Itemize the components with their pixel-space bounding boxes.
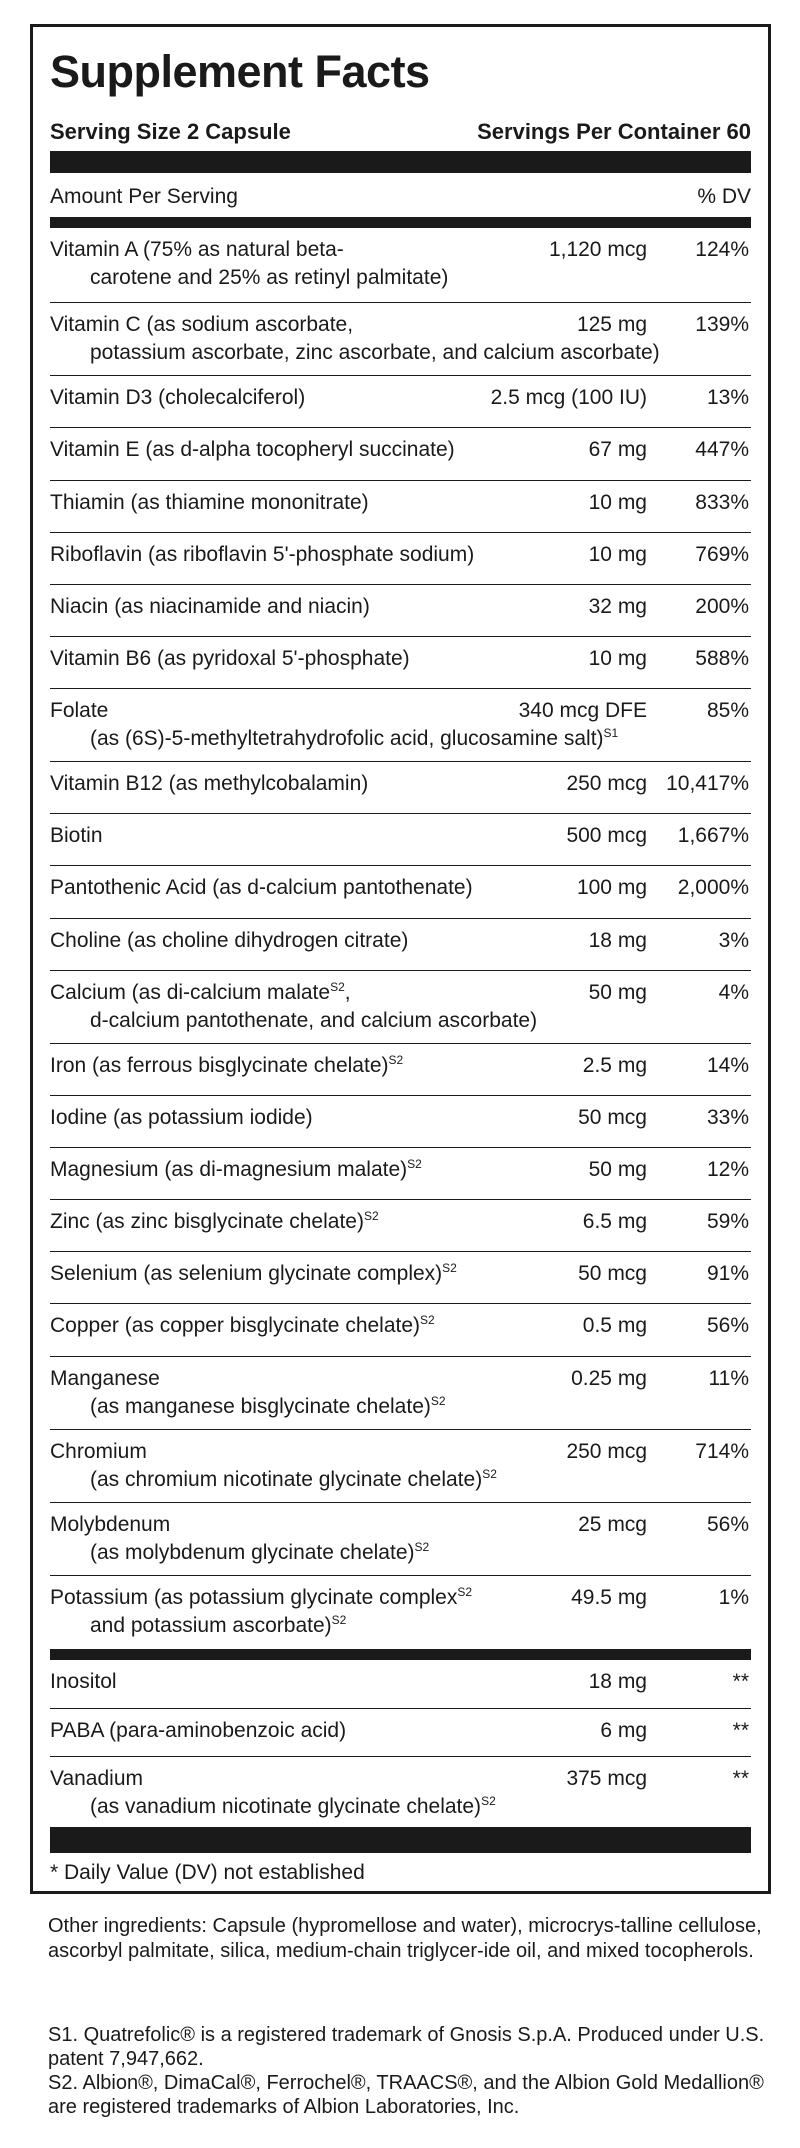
nutrient-name-line1: Vitamin B12 (as methylcobalamin) [50,772,369,796]
nutrient-list [50,228,751,1649]
nutrient-name-line2 [50,1539,429,1567]
nutrient-amount: 250 mcg [566,772,647,796]
nutrient-row [50,1200,751,1252]
footnote-marker: S2 [482,1466,497,1481]
nutrient-dv: 56% [706,1314,749,1338]
nutrient-name-line1: Iodine (as potassium iodide) [50,1105,313,1129]
nutrient-dv: 11% [708,1366,749,1390]
nutrient-row [50,228,751,303]
dv-label: % DV [697,185,751,208]
nutrient-name [50,311,660,367]
nutrient-amount: 10 mg [588,542,647,566]
nutrient-dv: 1,667% [677,824,749,848]
other-ingredients: Other ingredients: Capsule (hypromellose and water), microcrys-talline cellulose, ascorbyl palmitate, silica, medium-chain triglycer-ide oil, and mixed tocopherols. [48,1915,762,1962]
footnote-marker: S1 [603,726,619,740]
nutrient-dv: 588% [695,646,749,670]
nutrient-amount: 10 mg [588,646,647,670]
nutrient-name [50,1511,429,1567]
nutrient-dv: 56% [706,1512,749,1536]
nutrient-name [50,979,537,1035]
thick-divider [50,151,751,173]
nutrient-row [50,919,751,971]
nutrient-row [50,1430,751,1503]
nutrient-amount: 18 mg [588,928,647,952]
nutrient-name-line1: Biotin [50,824,103,848]
nutrient-name [50,1584,472,1640]
nutrient-name [50,1052,403,1080]
nutrient-name-line1: Potassium (as potassium glycinate complex [50,1585,458,1609]
nutrient-name [50,1208,379,1236]
nutrient-name [50,541,474,569]
nutrient-amount: 340 mcg DFE [518,699,647,722]
nutrient-source-text: (as vanadium nicotinate glycinate chelate) [90,1795,482,1819]
nutrient-name-line2 [50,1007,537,1035]
nutrient-dv: 200% [695,594,749,618]
nutrient-dv: 4% [718,980,749,1004]
supplement-facts-panel [30,24,771,1894]
nutrient-row [50,1357,751,1430]
nutrient-amount: 49.5 mg [571,1585,647,1609]
nutrient-amount: 50 mg [588,1158,647,1181]
nutrient-name-line1: Magnesium (as di-magnesium malate) [50,1158,408,1181]
nutrient-amount: 32 mg [588,594,647,618]
nutrient-amount: 375 mcg [566,1767,647,1791]
nutrient-name [50,436,455,464]
nutrient-name-line1: Molybdenum [50,1512,171,1536]
nutrient-name-line1: Vitamin D3 (cholecalciferol) [50,386,306,410]
nutrient-amount: 1,120 mcg [548,238,647,261]
panel-inner [50,27,751,1891]
nutrient-dv: 10,417% [666,772,749,796]
trademark-s1: S1. Quatrefolic® is a registered trademark of Gnosis S.p.A. Produced under U.S. patent 7,947,662. [48,2024,765,2070]
nutrient-dv: 1% [718,1585,749,1609]
nutrient-amount: 2.5 mg [582,1053,647,1077]
other-nutrient-list [50,1660,751,1827]
column-header [50,185,751,209]
trademark-s2: S2. Albion®, DimaCal®, Ferrochel®, TRAACS®, and the Albion Gold Medallion® are registered trademarks of Albion Laboratories, Inc. [48,2072,764,2118]
nutrient-name [50,1668,117,1696]
nutrient-row [50,376,751,428]
trademark-notes [48,2023,768,2119]
header-divider [50,217,751,228]
nutrient-name [50,927,408,955]
nutrient-dv: 12% [706,1158,749,1181]
nutrient-name-line2 [50,1612,472,1640]
dv-footnote: * Daily Value (DV) not established [50,1861,365,1884]
footnote-marker: S2 [442,1261,457,1276]
nutrient-dv: 124% [695,238,749,261]
nutrient-source-text: and potassium ascorbate) [90,1613,332,1637]
nutrient-name-line1: Chromium [50,1439,147,1463]
nutrient-name-line1: Folate [50,699,109,722]
servings-per-container: Servings Per Container 60 [477,119,751,144]
nutrient-name-line1: Vitamin B6 (as pyridoxal 5'-phosphate) [50,646,410,670]
nutrient-name [50,236,448,292]
nutrient-source-text: (as molybdenum glycinate chelate) [90,1540,415,1564]
nutrient-amount: 6.5 mg [582,1210,647,1234]
nutrient-amount: 0.5 mg [582,1314,647,1338]
footnote-marker: S2 [481,1794,496,1809]
nutrient-source-text: potassium ascorbate, zinc ascorbate, and calcium ascorbate) [90,341,660,365]
nutrient-name [50,593,370,621]
nutrient-dv: ** [732,1718,749,1742]
nutrient-source-text: carotene and 25% as retinyl palmitate) [90,266,449,289]
nutrient-name [50,384,305,412]
nutrient-row [50,1096,751,1148]
footnote-marker: S2 [414,1539,430,1554]
nutrient-amount: 25 mcg [578,1512,647,1536]
nutrient-row [50,866,751,918]
nutrient-source-text: d-calcium pantothenate, and calcium ascorbate) [90,1008,538,1032]
nutrient-row [50,533,751,585]
nutrient-name [50,1765,496,1821]
nutrient-name [50,1260,457,1288]
amount-per-serving-label: Amount Per Serving [50,185,238,208]
nutrient-amount: 10 mg [588,490,647,514]
nutrient-name-line1: PABA (para-aminobenzoic acid) [50,1718,347,1742]
nutrient-name-line1: Calcium (as di-calcium malate [50,980,331,1004]
nutrient-name [50,822,103,850]
nutrient-name-line1: Pantothenic Acid (as d-calcium pantothenate) [50,876,473,900]
footnote-marker: S2 [457,1584,473,1599]
nutrient-amount: 500 mcg [566,824,647,848]
nutrient-name-line2 [50,1793,496,1821]
nutrient-row [50,1660,751,1709]
nutrient-name [50,1312,435,1340]
nutrient-dv: 2,000% [677,876,749,900]
section-divider [50,1649,751,1660]
nutrient-dv: 3% [718,928,749,952]
nutrient-amount: 6 mg [600,1718,647,1742]
nutrient-name-line1: Vitamin E (as d-alpha tocopheryl succinate) [50,438,455,462]
nutrient-dv: 33% [706,1105,749,1129]
nutrient-name [50,1717,346,1745]
nutrient-row [50,481,751,533]
nutrient-row [50,303,751,376]
nutrient-row [50,1148,751,1200]
nutrient-dv: 769% [695,542,749,566]
nutrient-row [50,1304,751,1356]
nutrient-name-line1: Vitamin C (as sodium ascorbate, [50,313,354,337]
nutrient-name [50,1156,422,1184]
nutrient-dv: 59% [706,1210,749,1234]
footnote-marker: S2 [407,1157,422,1171]
nutrient-name-line2 [50,1393,446,1421]
nutrient-name [50,1104,313,1132]
nutrient-amount: 125 mg [576,313,647,337]
nutrient-amount: 67 mg [588,438,647,462]
nutrient-name-line1: Riboflavin (as riboflavin 5'-phosphate sodium) [50,542,475,566]
nutrient-name-line1: Thiamin (as thiamine mononitrate) [50,490,369,514]
nutrient-name-line1: Vitamin A (75% as natural beta- [50,238,344,261]
bottom-divider [50,1827,751,1853]
nutrient-amount: 18 mg [588,1670,647,1693]
footnote-marker: S2 [363,1209,379,1224]
nutrient-name [50,645,410,673]
footnote-marker: S2 [388,1052,404,1067]
nutrient-amount: 0.25 mg [571,1366,647,1390]
nutrient-dv: 13% [706,386,749,410]
nutrient-dv: 85% [706,699,749,722]
nutrient-name [50,770,368,798]
nutrient-name [50,489,369,517]
nutrient-name-line1: Selenium (as selenium glycinate complex) [50,1262,443,1286]
nutrient-name-line1: Copper (as copper bisglycinate chelate) [50,1314,421,1338]
nutrient-row [50,428,751,480]
nutrient-dv: 447% [695,438,749,462]
nutrient-row [50,1044,751,1096]
nutrient-row [50,1576,751,1649]
nutrient-row [50,1503,751,1576]
nutrient-name [50,1438,497,1494]
nutrient-source-text: (as (6S)-5-methyltetrahydrofolic acid, glucosamine salt) [90,727,604,750]
footnote-marker: S2 [330,979,345,994]
nutrient-amount: 50 mcg [578,1262,647,1286]
nutrient-amount: 50 mg [588,980,647,1004]
panel-title: Supplement Facts [50,46,430,97]
nutrient-row [50,762,751,814]
nutrient-source-text: (as chromium nicotinate glycinate chelate) [90,1467,483,1491]
serving-info [50,119,751,145]
nutrient-name-line1: Zinc (as zinc bisglycinate chelate) [50,1210,364,1234]
nutrient-name [50,1365,446,1421]
nutrient-row [50,585,751,637]
nutrient-dv: 14% [706,1053,749,1077]
nutrient-amount: 2.5 mcg (100 IU) [490,386,647,410]
nutrient-row [50,637,751,689]
nutrient-name-tail: , [344,980,351,1004]
nutrient-dv: 91% [706,1262,749,1286]
footnote-marker: S2 [420,1313,435,1328]
nutrient-name-line1: Niacin (as niacinamide and niacin) [50,594,370,618]
nutrient-dv: 139% [695,313,749,337]
nutrient-name-line2 [50,339,660,367]
nutrient-name-line2 [50,1466,497,1494]
nutrient-name [50,874,473,902]
nutrient-dv: 833% [695,490,749,514]
nutrient-row [50,689,751,762]
nutrient-row [50,971,751,1044]
nutrient-row [50,1252,751,1304]
nutrient-name-line1: Choline (as choline dihydrogen citrate) [50,928,409,952]
nutrient-dv: ** [732,1670,749,1693]
nutrient-row [50,1757,751,1827]
nutrient-amount: 100 mg [576,876,647,900]
nutrient-name-line2 [50,264,448,292]
nutrient-source-text: (as manganese bisglycinate chelate) [90,1394,431,1418]
serving-size: Serving Size 2 Capsule [50,119,291,144]
nutrient-name-line1: Inositol [50,1670,117,1693]
footnote-marker: S2 [430,1393,446,1408]
nutrient-name-line1: Iron (as ferrous bisglycinate chelate) [50,1053,389,1077]
nutrient-name-line1: Vanadium [50,1767,144,1791]
footnote-marker: S2 [331,1612,347,1627]
nutrient-name-line2 [50,725,618,753]
nutrient-dv: ** [732,1767,749,1791]
nutrient-dv: 714% [695,1439,749,1463]
nutrient-amount: 250 mcg [566,1439,647,1463]
nutrient-row [50,1709,751,1758]
nutrient-row [50,814,751,866]
nutrient-name-line1: Manganese [50,1366,160,1390]
nutrient-amount: 50 mcg [578,1105,647,1129]
